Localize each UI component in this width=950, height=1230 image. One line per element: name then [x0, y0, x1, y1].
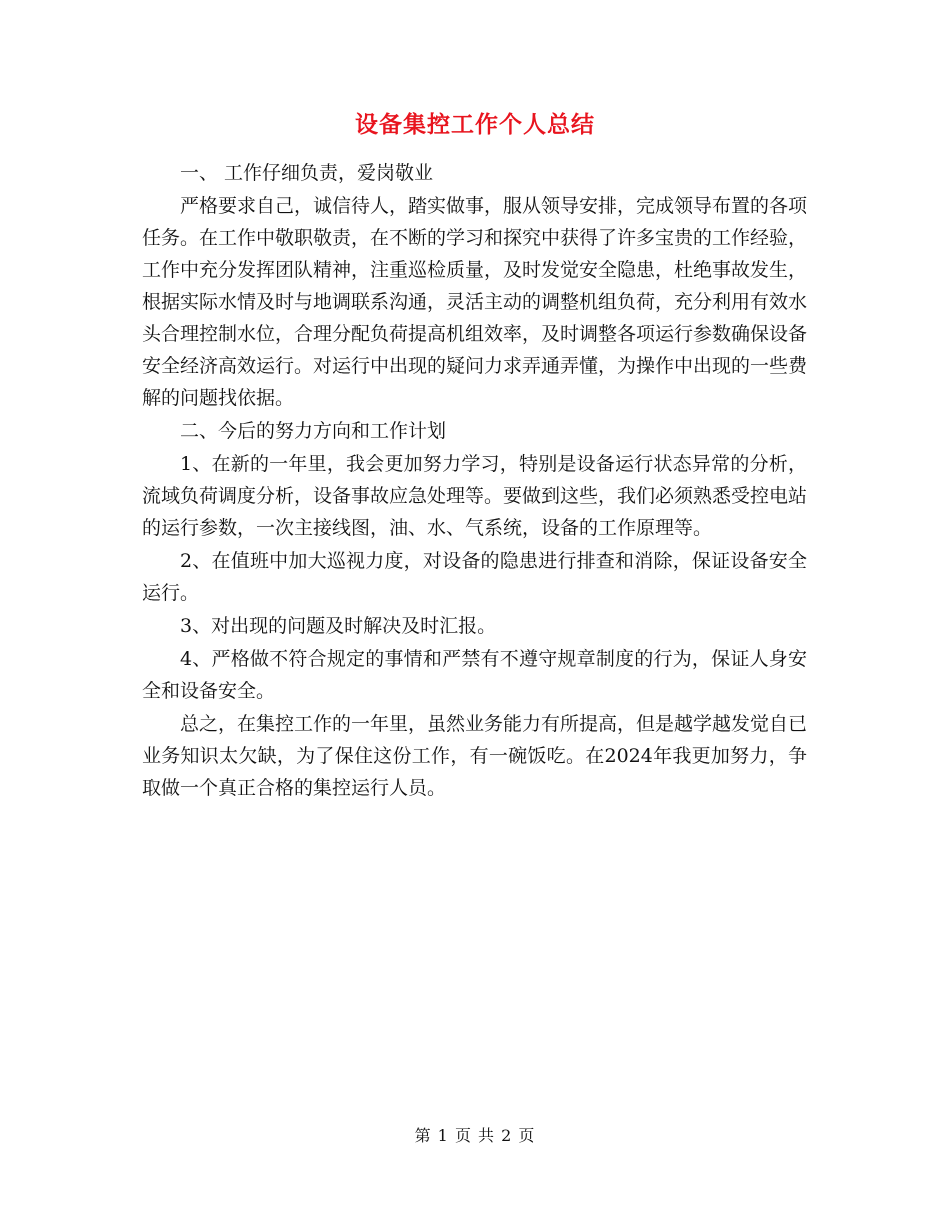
plan-item-1: 1、在新的一年里，我会更加努力学习，特别是设备运行状态异常的分析，流域负荷调度分析，设备事故应急处理等。要做到这些，我们必须熟悉受控电站的运行参数，一次主接线图，油、水、气系统，设备的工作原理等。 — [142, 453, 808, 539]
plan-item-3: 3、对出现的问题及时解决及时汇报。 — [180, 615, 497, 637]
plan-item-4: 4、严格做不符合规定的事情和严禁有不遵守规章制度的行为，保证人身安全和设备安全。 — [142, 648, 807, 702]
document-body — [142, 157, 807, 805]
section-heading-1: 一、 工作仔细负责，爱岗敬业 — [180, 162, 434, 184]
paragraph: 严格要求自己，诚信待人，踏实做事，服从领导安排，完成领导布置的各项任务。在工作中敬职敬责，在不断的学习和探究中获得了许多宝贵的工作经验，工作中充分发挥团队精神，注重巡检质量，及时发觉安全隐患，杜绝事故发生，根据实际水情及时与地调联系沟通，灵活主动的调整机组负荷，充分利用有效水头合理控制水位，合理分配负荷提高机组效率，及时调整各项运行参数确保设备安全经济高效运行。对运行中出现的疑问力求弄通弄懂，为操作中出现的一些费解的问题找依据。 — [142, 195, 808, 409]
page-number: 第 1 页 共 2 页 — [414, 1126, 536, 1145]
document-title: 设备集控工作个人总结 — [355, 111, 595, 138]
conclusion-paragraph: 总之，在集控工作的一年里，虽然业务能力有所提高，但是越学越发觉自已业务知识太欠缺，为了保住这份工作，有一碗饭吃。在2024年我更加努力，争取做一个真正合格的集控运行人员。 — [142, 713, 808, 799]
plan-item-2: 2、在值班中加大巡视力度，对设备的隐患进行排查和消除，保证设备安全运行。 — [142, 550, 807, 604]
section-heading-2: 二、今后的努力方向和工作计划 — [180, 420, 447, 442]
